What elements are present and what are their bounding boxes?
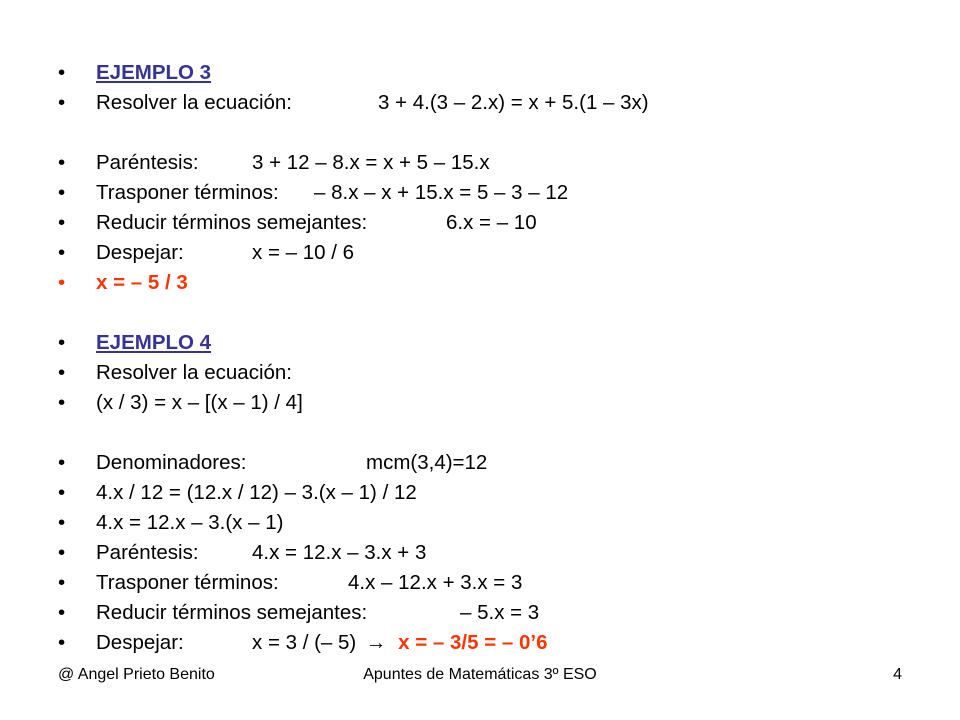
- step-expression: 6.x = – 10: [446, 211, 537, 234]
- example-3-result: x = – 5 / 3: [96, 271, 188, 294]
- list-item: [58, 268, 938, 298]
- step-expression: – 8.x – x + 15.x = 5 – 3 – 12: [314, 181, 569, 204]
- bullet-dot: •: [58, 511, 66, 534]
- step-expression: x = – 10 / 6: [252, 241, 354, 264]
- bullet-dot: •: [58, 631, 66, 654]
- step-label: Despejar:: [96, 241, 184, 264]
- bullet-dot: •: [58, 151, 66, 174]
- list-item: [58, 388, 938, 418]
- bullet-dot: •: [58, 271, 66, 294]
- bullet-dot: •: [58, 181, 66, 204]
- list-item: [58, 178, 938, 208]
- list-item: [58, 598, 938, 628]
- equation-text: (x / 3) = x – [(x – 1) / 4]: [96, 391, 303, 414]
- step-text: 4.x = 12.x – 3.(x – 1): [96, 511, 284, 534]
- list-item: [58, 58, 938, 88]
- example-3-heading: EJEMPLO 3: [96, 61, 212, 84]
- list-item: [58, 478, 938, 508]
- step-expression: mcm(3,4)=12: [366, 451, 488, 474]
- step-label: Despejar:: [96, 631, 184, 654]
- footer-author: @ Angel Prieto Benito: [58, 666, 215, 683]
- bullet-dot: •: [58, 211, 66, 234]
- list-item: [58, 448, 938, 478]
- bullet-dot: •: [58, 571, 66, 594]
- list-item: [58, 358, 938, 388]
- step-label: Reducir términos semejantes:: [96, 601, 368, 624]
- bullet-dot: •: [58, 481, 66, 504]
- list-item: [58, 538, 938, 568]
- step-label: Resolver la ecuación:: [96, 91, 292, 114]
- arrow-right-icon: →: [365, 631, 387, 654]
- step-label: Reducir términos semejantes:: [96, 211, 368, 234]
- bullet-dot: •: [58, 391, 66, 414]
- footer-title: Apuntes de Matemáticas 3º ESO: [363, 666, 597, 683]
- step-label: Paréntesis:: [96, 541, 199, 564]
- bullet-dot: •: [58, 451, 66, 474]
- list-item: [58, 628, 938, 658]
- example-4-result: x = – 3/5 = – 0’6: [398, 631, 548, 654]
- step-expression: 3 + 4.(3 – 2.x) = x + 5.(1 – 3x): [378, 91, 649, 114]
- bullet-dot: •: [58, 361, 66, 384]
- list-item: [58, 88, 938, 118]
- step-expression: 3 + 12 – 8.x = x + 5 – 15.x: [252, 151, 490, 174]
- step-text: 4.x / 12 = (12.x / 12) – 3.(x – 1) / 12: [96, 481, 417, 504]
- bullet-dot: •: [58, 241, 66, 264]
- bullet-dot: •: [58, 601, 66, 624]
- bullet-dot: •: [58, 91, 66, 114]
- step-expression: 4.x – 12.x + 3.x = 3: [348, 571, 523, 594]
- list-item: [58, 238, 938, 268]
- step-label: Paréntesis:: [96, 151, 199, 174]
- bullet-dot: •: [58, 61, 66, 84]
- step-text: Resolver la ecuación:: [96, 361, 292, 384]
- step-label: Trasponer términos:: [96, 181, 279, 204]
- list-item: [58, 328, 938, 358]
- step-expression: – 5.x = 3: [460, 601, 540, 624]
- step-expression: x = 3 / (– 5): [252, 631, 357, 654]
- bullet-dot: •: [58, 541, 66, 564]
- step-expression: 4.x = 12.x – 3.x + 3: [252, 541, 427, 564]
- list-item: [58, 148, 938, 178]
- step-label: Denominadores:: [96, 451, 247, 474]
- list-item: [58, 208, 938, 238]
- footer-page-number: 4: [893, 666, 902, 683]
- step-label: Trasponer términos:: [96, 571, 279, 594]
- example-4-heading: EJEMPLO 4: [96, 331, 212, 354]
- bullet-list: [58, 58, 938, 658]
- step-expression-group: [252, 628, 548, 658]
- bullet-dot: •: [58, 331, 66, 354]
- list-item: [58, 508, 938, 538]
- list-item: [58, 568, 938, 598]
